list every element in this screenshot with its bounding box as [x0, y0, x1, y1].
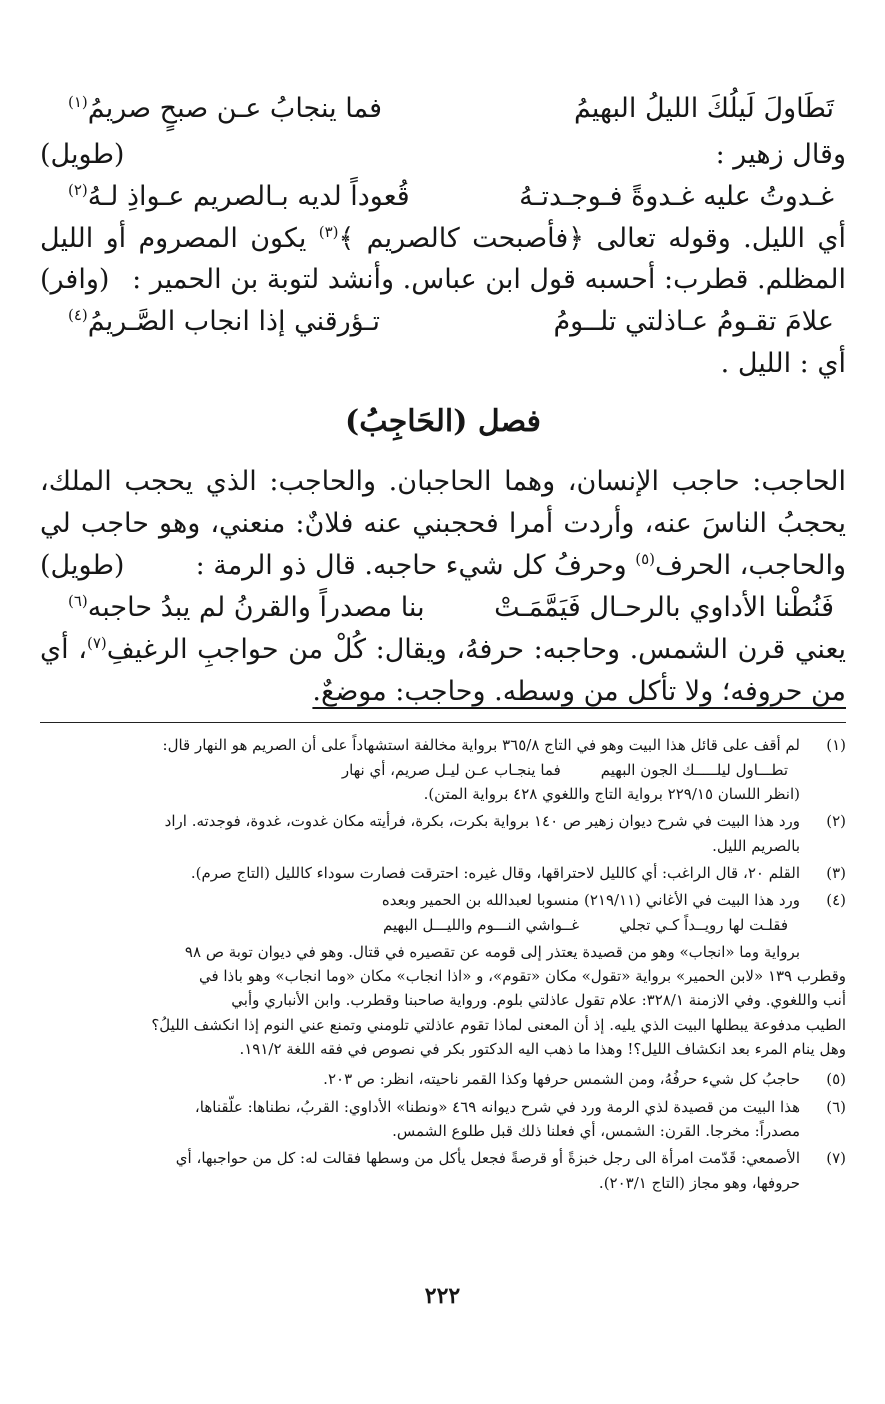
text-line: يحجبُ الناسَ عنه، وأردت أمرا فحجبني عنه فلانٌ: منعني، وهو حاجب لي	[40, 508, 846, 540]
text-line: الحاجب: حاجب الإنسان، وهما الحاجبان. والحاجب: الذي يحجب الملك،	[40, 466, 846, 498]
footnote-body	[40, 861, 800, 885]
verse-hemistich-first: تطـــاول ليلـــــك الجون البهيم	[600, 760, 788, 779]
footnote-number: (٧)	[826, 1149, 846, 1168]
verse-text: تـؤرقني إذا انجاب الصَّـريمُ	[87, 306, 381, 338]
footnote-number: (٥)	[826, 1070, 846, 1089]
verse-hemistich-first: غـدوتُ عليه غـدوةً فـوجـدتـهُ	[519, 180, 834, 212]
footnote-line: هذا البيت من قصيدة لذي الرمة ورد في شرح ديوانه ٤٦٩ «ونطنا» الأداوي: القربُ، نطناها: علّقناها،	[194, 1097, 800, 1116]
footnote-number: (٤)	[826, 891, 846, 910]
footnote-line: وقطرب ١٣٩ «لابن الحمير» برواية «تقول» مكان «تقوم»، و «اذا انجاب» مكان «وما انجاب» وهو باذا في	[198, 967, 846, 986]
footnote-line: الأصمعي: قَدّمت امرأة الى رجل خبزةً أو قرصةً فجعل يأكل من وسطها فقالت له: كل من حواجبها، أي	[175, 1149, 800, 1168]
footnote-number: (١)	[826, 736, 846, 755]
footnote-line: وهل ينام المرء بعد انكشاف الليل؟! وهذا ما ذهب اليه الدكتور بكر في نصوص في فقه اللغة ١٩١/٢.	[239, 1040, 846, 1059]
verse-text: فما ينجابُ عـن صبحٍ صريمُ	[87, 93, 382, 124]
footnote-body	[40, 1146, 800, 1195]
footnote-line: بالصريم الليل.	[712, 836, 800, 855]
text-line	[40, 218, 846, 260]
footnote-body	[40, 1095, 800, 1144]
footnote-line: مصدراً: مخرجا. القرن: الشمس، أي فعلنا ذلك قبل طلوع الشمس.	[392, 1121, 800, 1140]
footnote	[40, 1146, 846, 1195]
verse-hemistich-first: فقلـت لها رويــداً كـي تجلي	[619, 915, 788, 934]
verse-line	[40, 176, 846, 218]
footnote-line: (انظر اللسان ٢٢٩/١٥ برواية التاج واللغوي ٤٢٨ برواية المتن).	[423, 785, 800, 804]
verse-hemistich-first: علامَ تقـومُ عـاذلتي تلــومُ	[553, 306, 834, 338]
footnote-number: (٦)	[826, 1097, 846, 1116]
text-line	[40, 671, 846, 713]
verse-hemistich-second: غــواشي النـــوم والليـــل البهيم	[383, 915, 580, 934]
footnote-line: أنب واللغوي. وفي الازمنة ٣٢٨/١: علام تقول عاذلتي بلوم. ورواية صاحبنا وقطرب. وابن الأنباري وأبي	[231, 991, 846, 1010]
footnote-verse	[40, 913, 800, 937]
meter-label: (وافر)	[40, 264, 110, 296]
verse-hemistich-second: فما ينجـاب عـن ليـل صريم، أي نهار	[341, 760, 561, 779]
footnote	[40, 733, 846, 806]
text-content: ، أي	[40, 633, 87, 665]
main-text	[40, 88, 846, 712]
meter-label: (طويل)	[40, 138, 125, 170]
footnote-marker: (٣)	[318, 222, 339, 241]
page-number: ٢٢٢	[424, 1283, 461, 1309]
footnote-line: الطيب مدفوعة يبطلها البيت الذي يليه. إذ أن المعنى لماذا تقوم عاذلتي تلومني وتمنع عني النوم إذا انكشف الليلُ؟	[151, 1015, 846, 1034]
footnote-marker: (٥)	[635, 550, 656, 569]
verse-hemistich-first: تَطَاولَ لَيلُكَ الليلُ البهيمُ	[573, 93, 834, 124]
text-line	[40, 545, 846, 587]
footnote-number: (٢)	[826, 812, 846, 831]
footnote-divider	[40, 722, 846, 723]
text-line	[40, 629, 846, 671]
verse-hemistich-second: بنا مصدراً والقرنُ لم يبدُ حاجبه(٦)	[68, 587, 425, 629]
footnote	[40, 861, 846, 885]
text-content: أي الليل. وقوله تعالى ﴿فأصبحت كالصريم ﴾	[338, 222, 846, 254]
page-body	[40, 88, 846, 1198]
verse-text: بنا مصدراً والقرنُ لم يبدُ حاجبه	[87, 591, 425, 623]
footnote-line: ورد هذا البيت في الأغاني (٢١٩/١١) منسوبا لعبدالله بن الحمير وبعده	[381, 891, 800, 910]
text-line: أي : الليل .	[720, 348, 846, 380]
text-line	[40, 259, 846, 301]
footnote-verse	[40, 758, 800, 782]
text-content: والحاجب، الحرف	[655, 550, 846, 582]
footnote-line: لم أقف على قائل هذا البيت وهو في التاج ٣٦٥/٨ برواية مخالفة استشهاداً على أن الصريم هو النهار قال:	[162, 736, 800, 755]
footnote-continuation	[40, 940, 846, 1061]
meter-label: (طويل)	[40, 550, 125, 582]
footnote-line: برواية وما «انجاب» وهو من قصيدة يعتذر إلى قومه عن تقصيره في قتال. وهو في ديوان توبة ص ٩٨	[184, 942, 800, 961]
footnote-body	[40, 733, 800, 806]
footnote-marker: (٧)	[86, 633, 107, 652]
text-content: يكون المصروم أو الليل	[40, 222, 319, 254]
section-heading: فصل (الحَاجِبُ)	[345, 403, 541, 439]
footnotes	[40, 733, 846, 1194]
verse-line	[40, 88, 846, 130]
verse-text: قُعوداً لديه بـالصريم عـواذِ لـهُ	[87, 180, 410, 212]
verse-hemistich-second: تـؤرقني إذا انجاب الصَّـريمُ(٤)	[68, 301, 380, 343]
footnote-body	[40, 809, 800, 858]
text-content: يعني قرن الشمس. وحاجبه: حرفهُ، ويقال: كُلْ من حواجبِ الرغيفِ	[106, 633, 847, 665]
footnote	[40, 1067, 846, 1091]
verse-hemistich-second: قُعوداً لديه بـالصريم عـواذِ لـهُ(٢)	[68, 176, 410, 218]
footnote	[40, 1095, 846, 1144]
text-content: المظلم. قطرب: أحسبه قول ابن عباس. وأنشد لتوبة بن الحمير :	[132, 264, 846, 296]
verse-line	[40, 301, 846, 343]
footnote-body	[40, 888, 800, 937]
footnote-line: القلم ٢٠، قال الراغب: أي كالليل لاحتراقها، وقال غيره: احترقت فصارت سوداء كالليل (التاج صرم).	[190, 863, 800, 882]
footnote	[40, 809, 846, 858]
footnote-body	[40, 1067, 800, 1091]
footnote-number: (٣)	[826, 863, 846, 882]
footnote-line: حروفها، وهو مجاز (التاج ٢٠٣/١).	[598, 1173, 800, 1192]
text-content: وقال زهير :	[715, 138, 846, 170]
text-content: من حروفه؛ ولا تأكل من وسطه. وحاجب: موضعٌ.	[312, 675, 846, 707]
verse-line	[40, 587, 846, 629]
footnote	[40, 888, 846, 937]
text-content: وحرفُ كل شيء حاجبه. قال ذو الرمة :	[195, 550, 636, 582]
footnote-line: ورد هذا البيت في شرح ديوان زهير ص ١٤٠ برواية بكرت، بكرة، فرأيته مكان غدوت، غدوة، فوجدته. اراد	[164, 812, 800, 831]
verse-hemistich-second: فما ينجابُ عـن صبحٍ صريمُ(١)	[68, 88, 382, 130]
verse-hemistich-first: فَنُطْنا الأداوي بالرحـال فَيَمَّمَـتْ	[494, 591, 834, 623]
text-line	[40, 134, 846, 176]
footnote-line: حاجبُ كل شيء حرفُهُ، ومن الشمس حرفها وكذا القمر ناحيته، انظر: ص ٢٠٣.	[323, 1070, 800, 1089]
